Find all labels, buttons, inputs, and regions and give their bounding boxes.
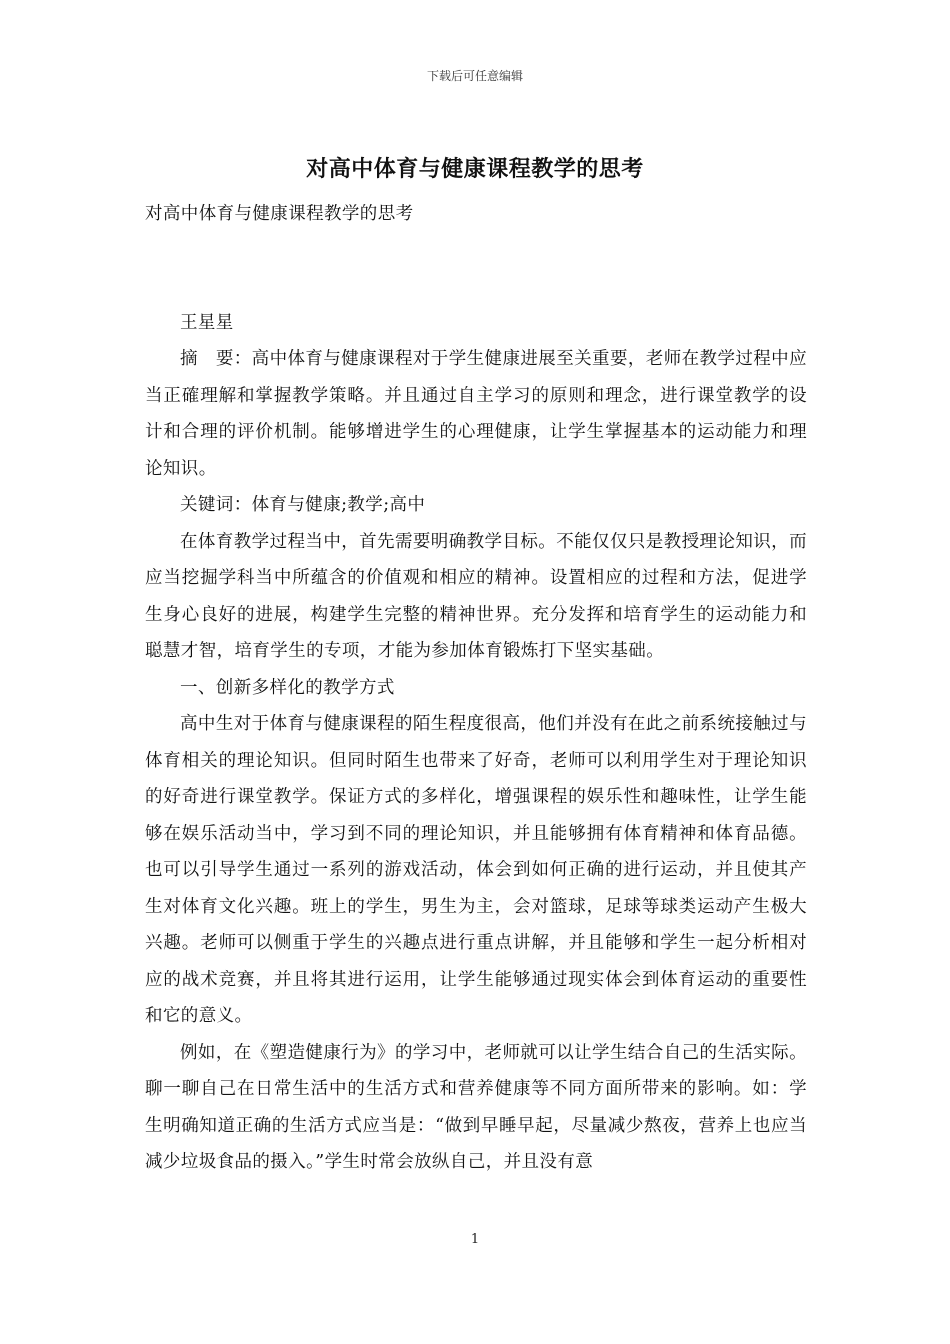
page-number: 1: [470, 1232, 480, 1247]
body-paragraph: 例如，在《塑造健康行为》的学习中，老师就可以让学生结合自己的生活实际。聊一聊自己在日常生活中的生活方式和营养健康等不同方面所带来的影响。如：学生明确知道正确的生活方式应当是：“做到早睡早起，尽量减少熬夜，营养上也应当减少垃圾食品的摄入。”学生时常会放纵自己，并且没有意: [145, 1042, 807, 1172]
document-title: 对高中体育与健康课程教学的思考: [306, 156, 644, 182]
document-body: [145, 196, 807, 1181]
section-heading: 一、创新多样化的教学方式: [180, 677, 395, 698]
body-paragraph: 高中生对于体育与健康课程的陌生程度很高，他们并没有在此之前系统接触过与体育相关的理论知识。但同时陌生也带来了好奇，老师可以利用学生对于理论知识的好奇进行课堂教学。保证方式的多样化，增强课程的娱乐性和趣味性，让学生能够在娱乐活动当中，学习到不同的理论知识，并且能够拥有体育精神和体育品德。也可以引导学生通过一系列的游戏活动，体会到如何正确的进行运动，并且使其产生对体育文化兴趣。班上的学生，男生为主，会对篮球，足球等球类运动产生极大兴趣。老师可以侧重于学生的兴趣点进行重点讲解，并且能够和学生一起分析相对应的战术竞赛，并且将其进行运用，让学生能够通过现实体会到体育运动的重要性和它的意义。: [145, 714, 807, 1026]
author-name: 王星星: [180, 312, 234, 333]
keywords-line: 关键词：体育与健康;教学;高中: [180, 495, 426, 515]
blank-line: [145, 269, 807, 305]
subtitle: 对高中体育与健康课程教学的思考: [145, 204, 414, 224]
blank-line: [145, 233, 807, 269]
header-note: 下载后可任意编辑: [426, 69, 523, 83]
abstract-paragraph: 摘 要：高中体育与健康课程对于学生健康进展至关重要，老师在教学过程中应当正確理解和掌握教学策略。并且通过自主学习的原则和理念，进行课堂教学的设计和合理的评价机制。能够增进学生的心理健康，让学生掌握基本的运动能力和理论知识。: [145, 349, 807, 479]
body-paragraph: 在体育教学过程当中，首先需要明确教学目标。不能仅仅只是教授理论知识，而应当挖掘学科当中所蕴含的价值观和相应的精神。设置相应的过程和方法，促进学生身心良好的进展，构建学生完整的精神世界。充分发挥和培育学生的运动能力和聪慧才智，培育学生的专项，才能为参加体育锻炼打下坚实基础。: [145, 531, 807, 661]
